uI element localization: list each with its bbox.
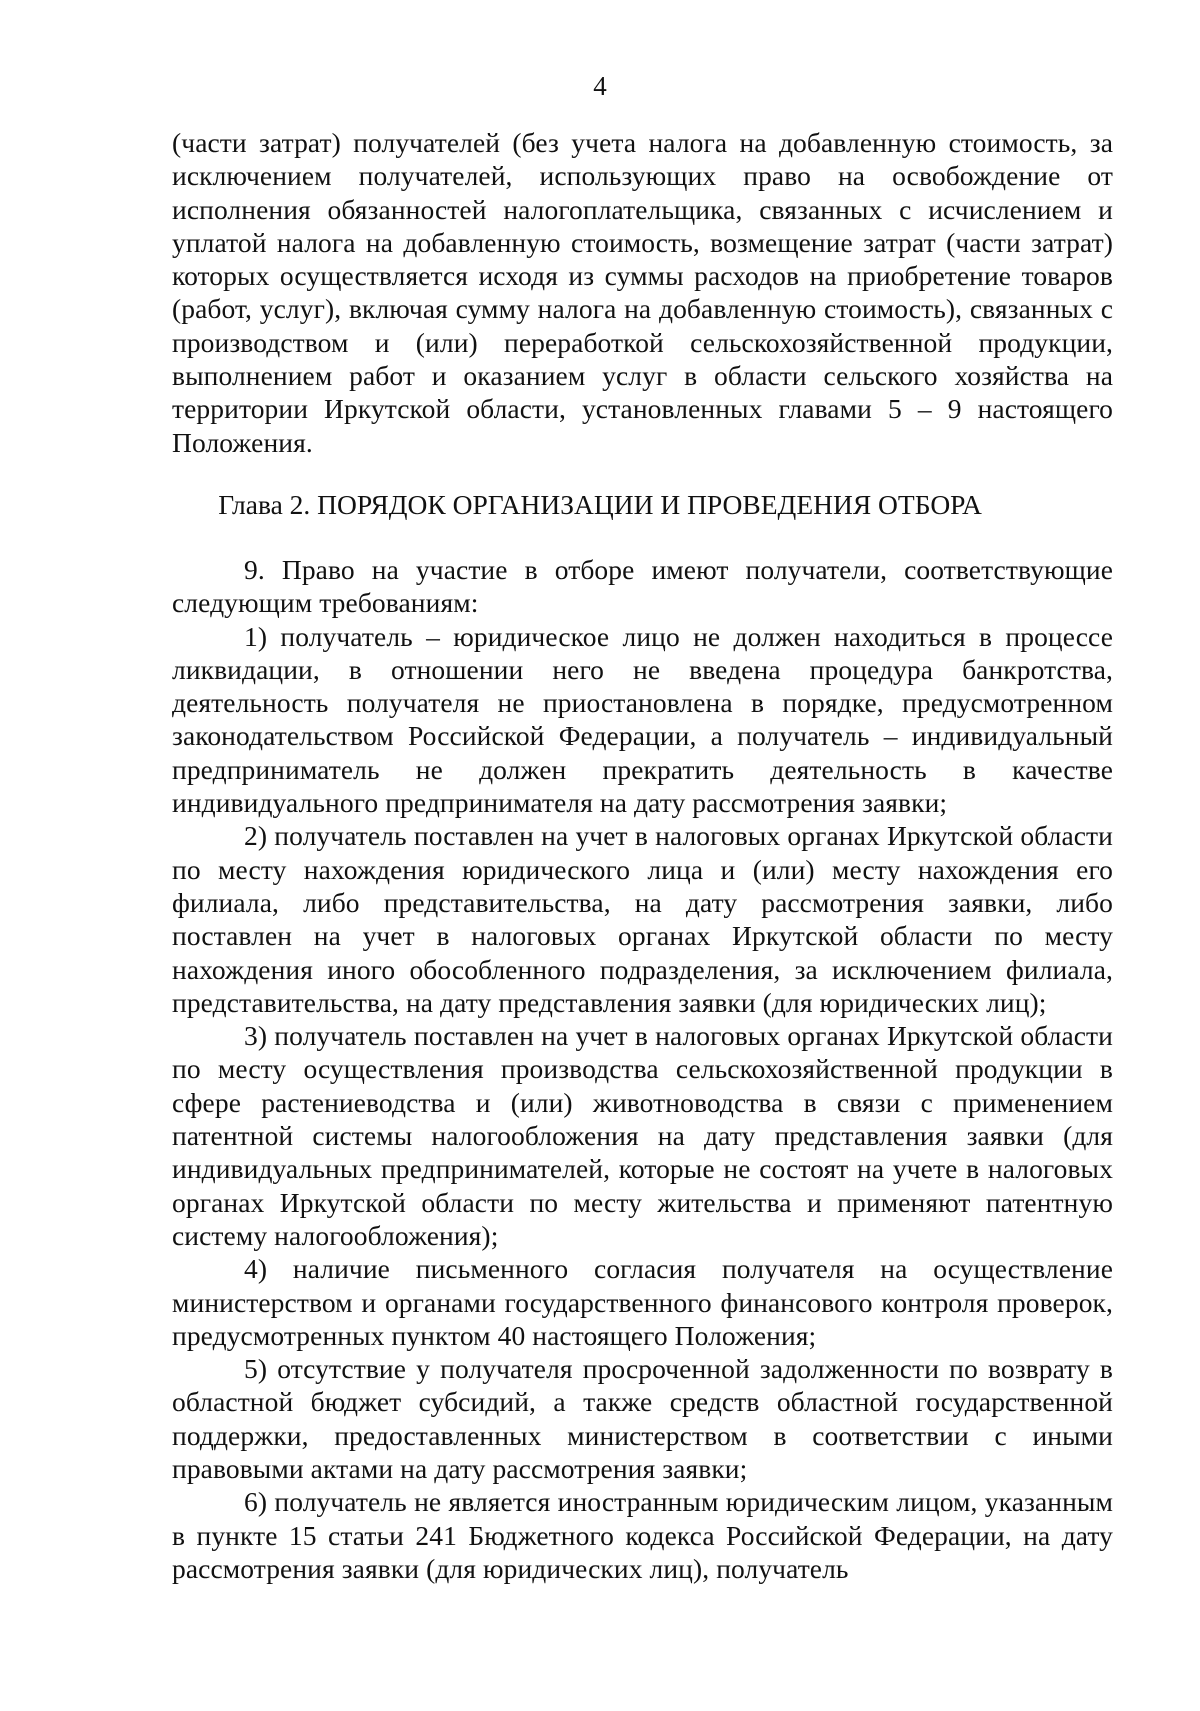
requirement-3: 3) получатель поставлен на учет в налоговых органах Иркутской области по месту осуществления производства сельскохозяйственной продукции в сфере растениеводства и (или) животноводства в связи с применением патентной системы налогообложения на дату представления заявки (для индивидуальных предпринимателей, которые не состоят на учете в налоговых органах Иркутской области по месту жительства и применяют патентную систему налогообложения); — [172, 1020, 1113, 1251]
chapter-body — [172, 553, 1113, 1585]
requirement-1: 1) получатель – юридическое лицо не должен находиться в процессе ликвидации, в отношении него не введена процедура банкротства, деятельность получателя не приостановлена в порядке, предусмотренном законодательством Российской Федерации, а получатель – индивидуальный предприниматель не должен прекратить деятельность в качестве индивидуального предпринимателя на дату рассмотрения заявки; — [172, 620, 1113, 819]
intro-text — [172, 126, 1113, 459]
chapter-heading: Глава 2. ПОРЯДОК ОРГАНИЗАЦИИ И ПРОВЕДЕНИЯ ОТБОРА — [218, 489, 982, 520]
intro-paragraph: (части затрат) получателей (без учета налога на добавленную стоимость, за исключением получателей, использующих право на освобождение от исполнения обязанностей налогоплательщика, связанных с исчислением и уплатой налога на добавленную стоимость, возмещение затрат (части затрат) которых осуществляется исходя из суммы расходов на приобретение товаров (работ, услуг), включая сумму налога на добавленную стоимость), связанных с производством и (или) переработкой сельскохозяйственной продукции, выполнением работ и оказанием услуг в области сельского хозяйства на территории Иркутской области, установленных главами 5 – 9 настоящего Положения. — [172, 127, 1113, 458]
requirement-6: 6) получатель не является иностранным юридическим лицом, указанным в пункте 15 статьи 241 Бюджетного кодекса Российской Федерации, на дату рассмотрения заявки (для юридических лиц), получатель — [172, 1486, 1113, 1584]
requirement-5: 5) отсутствие у получателя просроченной задолженности по возврату в областной бюджет субсидий, а также средств областной государственной поддержки, предоставленных министерством в соответствии с иными правовыми актами на дату рассмотрения заявки; — [172, 1353, 1113, 1485]
paragraph-9: 9. Право на участие в отборе имеют получатели, соответствующие следующим требованиям: — [172, 554, 1113, 619]
requirement-2: 2) получатель поставлен на учет в налоговых органах Иркутской области по месту нахождения юридического лица и (или) месту нахождения его филиала, либо представительства, на дату рассмотрения заявки, либо поставлен на учет в налоговых органах Иркутской области по месту нахождения иного обособленного подразделения, за исключением филиала, представительства, на дату представления заявки (для юридических лиц); — [172, 820, 1113, 1018]
requirement-4: 4) наличие письменного согласия получателя на осуществление министерством и органами государственного финансового контроля проверок, предусмотренных пунктом 40 настоящего Положения; — [172, 1253, 1113, 1351]
page-number: 4 — [593, 71, 607, 101]
